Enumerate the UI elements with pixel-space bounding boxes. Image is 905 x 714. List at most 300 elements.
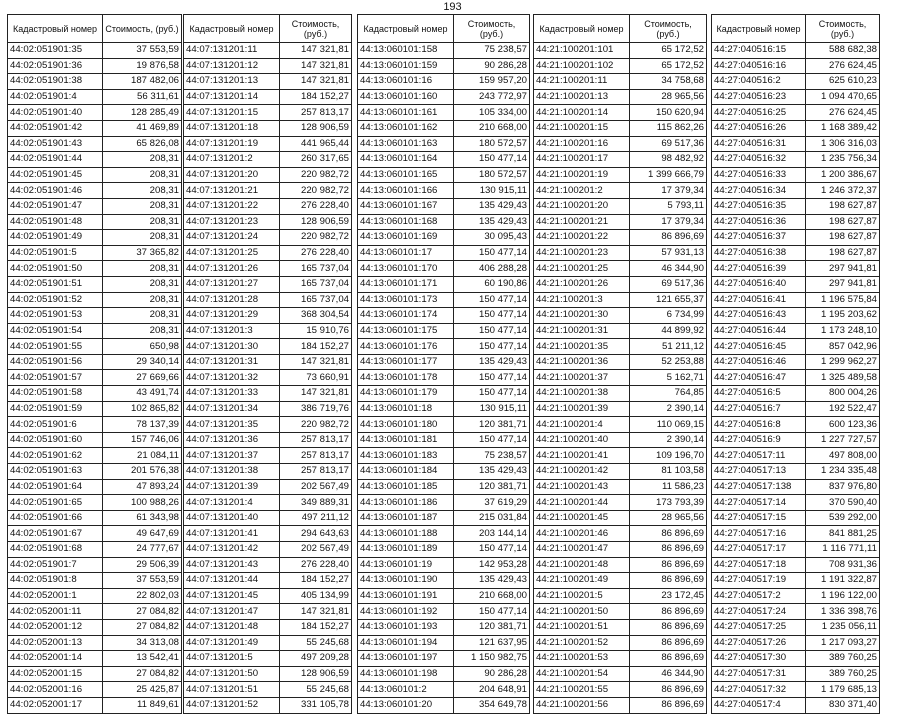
cost-cell: 2 390,14 <box>630 401 707 417</box>
cost-cell: 1 399 666,79 <box>630 167 707 183</box>
cost-cell: 198 627,87 <box>806 245 880 261</box>
cadastral-number-cell: 44:02:051901:66 <box>8 510 103 526</box>
cadastral-number-cell: 44:27:040516:33 <box>712 167 806 183</box>
cost-cell: 257 813,17 <box>280 432 352 448</box>
cost-cell: 210 668,00 <box>454 588 530 604</box>
cost-cell: 1 246 372,37 <box>806 183 880 199</box>
table-row <box>184 573 352 589</box>
cadastral-number-cell: 44:07:131201:42 <box>184 542 280 558</box>
cadastral-number-cell: 44:27:040517:31 <box>712 666 806 682</box>
table-row <box>184 245 352 261</box>
cadastral-table-2 <box>183 14 352 714</box>
cadastral-number-cell: 44:02:051901:35 <box>8 43 103 59</box>
table-row <box>712 167 880 183</box>
table-row <box>8 526 182 542</box>
cost-cell: 46 344,90 <box>630 666 707 682</box>
cadastral-number-cell: 44:13:060101:197 <box>358 651 454 667</box>
cadastral-number-cell: 44:21:100201:13 <box>534 89 630 105</box>
cadastral-number-cell: 44:27:040516:26 <box>712 120 806 136</box>
cost-cell: 187 482,06 <box>103 74 182 90</box>
table-row <box>534 542 707 558</box>
cadastral-number-cell: 44:21:100201:35 <box>534 339 630 355</box>
table-row <box>184 604 352 620</box>
cost-cell: 52 253,88 <box>630 354 707 370</box>
cost-cell: 65 826,08 <box>103 136 182 152</box>
table-row <box>534 432 707 448</box>
table-row <box>534 479 707 495</box>
cost-cell: 121 637,95 <box>454 635 530 651</box>
cadastral-number-cell: 44:27:040516:23 <box>712 89 806 105</box>
cadastral-number-cell: 44:21:100201:52 <box>534 635 630 651</box>
table-row <box>184 401 352 417</box>
cadastral-number-cell: 44:02:051901:56 <box>8 354 103 370</box>
cadastral-number-cell: 44:02:052001:15 <box>8 666 103 682</box>
cadastral-number-cell: 44:21:100201:40 <box>534 432 630 448</box>
cadastral-number-cell: 44:07:131201:52 <box>184 697 280 713</box>
cost-cell: 180 572,57 <box>454 167 530 183</box>
header-cost: Стоимость, (руб.) <box>454 15 530 43</box>
cadastral-number-cell: 44:02:051901:6 <box>8 417 103 433</box>
cost-cell: 135 429,43 <box>454 214 530 230</box>
cadastral-number-cell: 44:07:131201:25 <box>184 245 280 261</box>
cost-cell: 368 304,54 <box>280 308 352 324</box>
cadastral-number-cell: 44:07:131201:14 <box>184 89 280 105</box>
table-row <box>358 183 530 199</box>
cadastral-number-cell: 44:07:131201:48 <box>184 619 280 635</box>
table-row <box>184 167 352 183</box>
cadastral-number-cell: 44:27:040516:40 <box>712 276 806 292</box>
table-row <box>712 308 880 324</box>
table-row <box>8 697 182 713</box>
cadastral-number-cell: 44:21:100201:43 <box>534 479 630 495</box>
cadastral-number-cell: 44:21:100201:50 <box>534 604 630 620</box>
cost-cell: 147 321,81 <box>280 43 352 59</box>
cadastral-number-cell: 44:21:100201:25 <box>534 261 630 277</box>
cost-cell: 60 190,86 <box>454 276 530 292</box>
cadastral-number-cell: 44:07:131201:11 <box>184 43 280 59</box>
cadastral-number-cell: 44:27:040517:32 <box>712 682 806 698</box>
cost-cell: 34 758,68 <box>630 74 707 90</box>
cadastral-number-cell: 44:21:100201:17 <box>534 152 630 168</box>
cost-cell: 86 896,69 <box>630 604 707 620</box>
table-row <box>712 417 880 433</box>
cadastral-table-5 <box>711 14 880 714</box>
cadastral-number-cell: 44:21:100201:11 <box>534 74 630 90</box>
table-row <box>8 58 182 74</box>
table-row <box>534 666 707 682</box>
cost-cell: 1 235 756,34 <box>806 152 880 168</box>
table-row <box>534 120 707 136</box>
cost-cell: 43 491,74 <box>103 386 182 402</box>
cadastral-number-cell: 44:21:100201:102 <box>534 58 630 74</box>
cost-cell: 17 379,34 <box>630 214 707 230</box>
cost-cell: 441 965,44 <box>280 136 352 152</box>
table-row <box>712 245 880 261</box>
table-row <box>184 120 352 136</box>
cost-cell: 208,31 <box>103 214 182 230</box>
table-row <box>358 339 530 355</box>
cadastral-number-cell: 44:02:051901:64 <box>8 479 103 495</box>
cadastral-number-cell: 44:07:131201:33 <box>184 386 280 402</box>
cadastral-number-cell: 44:21:100201:53 <box>534 651 630 667</box>
cadastral-number-cell: 44:02:052001:16 <box>8 682 103 698</box>
cost-cell: 120 381,71 <box>454 417 530 433</box>
cost-cell: 135 429,43 <box>454 354 530 370</box>
cost-cell: 51 211,12 <box>630 339 707 355</box>
cost-cell: 202 567,49 <box>280 542 352 558</box>
cadastral-number-cell: 44:13:060101:198 <box>358 666 454 682</box>
cadastral-number-cell: 44:27:040516:31 <box>712 136 806 152</box>
header-cost: Стоимость, (руб.) <box>103 15 182 43</box>
table-row <box>358 89 530 105</box>
table-row <box>534 43 707 59</box>
cost-cell: 86 896,69 <box>630 230 707 246</box>
table-row <box>8 495 182 511</box>
cadastral-number-cell: 44:27:040517:15 <box>712 510 806 526</box>
cost-cell: 147 321,81 <box>280 386 352 402</box>
cadastral-number-cell: 44:07:131201:34 <box>184 401 280 417</box>
cost-cell: 49 647,69 <box>103 526 182 542</box>
cadastral-number-cell: 44:07:131201:32 <box>184 370 280 386</box>
cadastral-number-cell: 44:13:060101:165 <box>358 167 454 183</box>
table-row <box>358 292 530 308</box>
table-row <box>712 401 880 417</box>
cost-cell: 405 134,99 <box>280 588 352 604</box>
cost-cell: 600 123,36 <box>806 417 880 433</box>
cost-cell: 69 517,36 <box>630 276 707 292</box>
cost-cell: 208,31 <box>103 152 182 168</box>
cadastral-number-cell: 44:27:040516:43 <box>712 308 806 324</box>
header-cost: Стоимость, (руб.) <box>806 15 880 43</box>
cost-cell: 86 896,69 <box>630 557 707 573</box>
cadastral-number-cell: 44:27:040517:25 <box>712 619 806 635</box>
cadastral-number-cell: 44:13:060101:163 <box>358 136 454 152</box>
table-row <box>184 510 352 526</box>
cadastral-number-cell: 44:21:100201:31 <box>534 323 630 339</box>
cost-cell: 150 477,14 <box>454 432 530 448</box>
cadastral-number-cell: 44:27:040517:24 <box>712 604 806 620</box>
cadastral-number-cell: 44:21:100201:19 <box>534 167 630 183</box>
cost-cell: 370 590,40 <box>806 495 880 511</box>
cost-cell: 41 469,89 <box>103 120 182 136</box>
cadastral-number-cell: 44:21:100201:23 <box>534 245 630 261</box>
cadastral-number-cell: 44:13:060101:186 <box>358 495 454 511</box>
table-row <box>358 308 530 324</box>
table-row <box>184 495 352 511</box>
cadastral-number-cell: 44:02:052001:1 <box>8 588 103 604</box>
table-row <box>712 682 880 698</box>
table-row <box>534 370 707 386</box>
cadastral-number-cell: 44:13:060101:170 <box>358 261 454 277</box>
cost-cell: 81 103,58 <box>630 464 707 480</box>
cadastral-number-cell: 44:27:040516:34 <box>712 183 806 199</box>
cadastral-number-cell: 44:07:131201:30 <box>184 339 280 355</box>
cost-cell: 1 325 489,58 <box>806 370 880 386</box>
table-row <box>358 152 530 168</box>
table-row <box>358 401 530 417</box>
cadastral-number-cell: 44:27:040516:38 <box>712 245 806 261</box>
cadastral-number-cell: 44:02:052001:17 <box>8 697 103 713</box>
cost-cell: 389 760,25 <box>806 666 880 682</box>
table-row <box>8 198 182 214</box>
cost-cell: 1 299 962,27 <box>806 354 880 370</box>
cost-cell: 37 553,59 <box>103 43 182 59</box>
table-row <box>712 152 880 168</box>
cost-cell: 406 288,28 <box>454 261 530 277</box>
cost-cell: 1 094 470,65 <box>806 89 880 105</box>
cadastral-number-cell: 44:21:100201:38 <box>534 386 630 402</box>
cadastral-number-cell: 44:07:131201:29 <box>184 308 280 324</box>
cost-cell: 297 941,81 <box>806 261 880 277</box>
cost-cell: 150 477,14 <box>454 308 530 324</box>
cost-cell: 1 227 727,57 <box>806 432 880 448</box>
table-row <box>534 354 707 370</box>
table-row <box>8 479 182 495</box>
table-row <box>712 214 880 230</box>
cost-cell: 86 896,69 <box>630 542 707 558</box>
table-row <box>358 323 530 339</box>
cadastral-number-cell: 44:13:060101:158 <box>358 43 454 59</box>
table-row <box>358 542 530 558</box>
cost-cell: 130 915,11 <box>454 183 530 199</box>
table-row <box>8 432 182 448</box>
cost-cell: 830 371,40 <box>806 697 880 713</box>
cost-cell: 208,31 <box>103 167 182 183</box>
cadastral-number-cell: 44:21:100201:15 <box>534 120 630 136</box>
cost-cell: 800 004,26 <box>806 386 880 402</box>
cadastral-number-cell: 44:27:040517:17 <box>712 542 806 558</box>
cadastral-number-cell: 44:02:051901:46 <box>8 183 103 199</box>
table-row <box>8 43 182 59</box>
cost-cell: 86 896,69 <box>630 651 707 667</box>
cost-cell: 11 849,61 <box>103 697 182 713</box>
table-row <box>712 542 880 558</box>
cost-cell: 147 321,81 <box>280 354 352 370</box>
table-row <box>8 510 182 526</box>
cost-cell: 55 245,68 <box>280 682 352 698</box>
table-row <box>358 43 530 59</box>
cost-cell: 1 195 203,62 <box>806 308 880 324</box>
cadastral-number-cell: 44:13:060101:159 <box>358 58 454 74</box>
cost-cell: 37 365,82 <box>103 245 182 261</box>
cadastral-number-cell: 44:02:052001:11 <box>8 604 103 620</box>
cost-cell: 150 477,14 <box>454 323 530 339</box>
cost-cell: 841 881,25 <box>806 526 880 542</box>
table-row <box>712 74 880 90</box>
cadastral-number-cell: 44:27:040516:16 <box>712 58 806 74</box>
cost-cell: 650,98 <box>103 339 182 355</box>
cost-cell: 243 772,97 <box>454 89 530 105</box>
cadastral-number-cell: 44:21:100201:46 <box>534 526 630 542</box>
cadastral-number-cell: 44:13:060101:178 <box>358 370 454 386</box>
table-row <box>184 557 352 573</box>
cost-cell: 102 865,82 <box>103 401 182 417</box>
cost-cell: 109 196,70 <box>630 448 707 464</box>
cadastral-number-cell: 44:13:060101:190 <box>358 573 454 589</box>
cadastral-number-cell: 44:07:131201:26 <box>184 261 280 277</box>
cost-cell: 276 624,45 <box>806 58 880 74</box>
cost-cell: 260 317,65 <box>280 152 352 168</box>
cadastral-number-cell: 44:21:100201:37 <box>534 370 630 386</box>
cost-cell: 100 988,26 <box>103 495 182 511</box>
cadastral-number-cell: 44:02:051901:43 <box>8 136 103 152</box>
table-row <box>534 448 707 464</box>
table-row <box>184 136 352 152</box>
table-row <box>534 105 707 121</box>
table-row <box>534 152 707 168</box>
table-row <box>534 464 707 480</box>
table-row <box>184 183 352 199</box>
cadastral-number-cell: 44:13:060101:162 <box>358 120 454 136</box>
table-row <box>712 510 880 526</box>
cost-cell: 86 896,69 <box>630 619 707 635</box>
cost-cell: 2 390,14 <box>630 432 707 448</box>
cadastral-number-cell: 44:21:100201:4 <box>534 417 630 433</box>
table-row <box>184 58 352 74</box>
cost-cell: 276 228,40 <box>280 557 352 573</box>
cadastral-number-cell: 44:02:051901:52 <box>8 292 103 308</box>
table-row <box>184 635 352 651</box>
cadastral-number-cell: 44:02:051901:53 <box>8 308 103 324</box>
cost-cell: 21 084,11 <box>103 448 182 464</box>
table-row <box>358 386 530 402</box>
cost-cell: 208,31 <box>103 323 182 339</box>
cost-cell: 128 906,59 <box>280 120 352 136</box>
cost-cell: 201 576,38 <box>103 464 182 480</box>
table-row <box>358 276 530 292</box>
cadastral-number-cell: 44:02:051901:50 <box>8 261 103 277</box>
table-row <box>184 43 352 59</box>
cost-cell: 257 813,17 <box>280 448 352 464</box>
cost-cell: 294 643,63 <box>280 526 352 542</box>
cadastral-number-cell: 44:21:100201:48 <box>534 557 630 573</box>
cadastral-number-cell: 44:27:040516:37 <box>712 230 806 246</box>
cost-cell: 208,31 <box>103 276 182 292</box>
cadastral-number-cell: 44:27:040517:2 <box>712 588 806 604</box>
table-row <box>358 261 530 277</box>
cadastral-number-cell: 44:13:060101:169 <box>358 230 454 246</box>
table-row <box>534 682 707 698</box>
cost-cell: 110 069,15 <box>630 417 707 433</box>
table-row <box>534 651 707 667</box>
table-row <box>8 682 182 698</box>
cost-cell: 120 381,71 <box>454 619 530 635</box>
table-row <box>534 261 707 277</box>
table-row <box>8 105 182 121</box>
cost-cell: 184 152,27 <box>280 89 352 105</box>
cadastral-number-cell: 44:13:060101:164 <box>358 152 454 168</box>
table-row <box>358 666 530 682</box>
cost-cell: 497 808,00 <box>806 448 880 464</box>
cost-cell: 86 896,69 <box>630 526 707 542</box>
table-row <box>712 526 880 542</box>
table-row <box>358 479 530 495</box>
cadastral-number-cell: 44:13:060101:189 <box>358 542 454 558</box>
cost-cell: 27 084,82 <box>103 604 182 620</box>
table-row <box>184 323 352 339</box>
table-row <box>8 323 182 339</box>
table-row <box>184 666 352 682</box>
cadastral-number-cell: 44:21:100201:51 <box>534 619 630 635</box>
table-row <box>8 604 182 620</box>
table-row <box>534 89 707 105</box>
table-row <box>184 214 352 230</box>
cadastral-number-cell: 44:02:051901:49 <box>8 230 103 246</box>
table-row <box>184 105 352 121</box>
table-row <box>534 292 707 308</box>
table-row <box>184 651 352 667</box>
table-row <box>534 417 707 433</box>
cadastral-number-cell: 44:27:040517:19 <box>712 573 806 589</box>
table-row <box>712 230 880 246</box>
table-row <box>712 339 880 355</box>
cadastral-number-cell: 44:07:131201:51 <box>184 682 280 698</box>
table-row <box>184 479 352 495</box>
cadastral-number-cell: 44:07:131201:49 <box>184 635 280 651</box>
cadastral-number-cell: 44:27:040516:41 <box>712 292 806 308</box>
cadastral-number-cell: 44:13:060101:168 <box>358 214 454 230</box>
cost-cell: 1 173 248,10 <box>806 323 880 339</box>
cadastral-number-cell: 44:21:100201:30 <box>534 308 630 324</box>
cost-cell: 198 627,87 <box>806 230 880 246</box>
cadastral-number-cell: 44:27:040516:45 <box>712 339 806 355</box>
cost-cell: 389 760,25 <box>806 651 880 667</box>
cost-cell: 86 896,69 <box>630 682 707 698</box>
table-row <box>534 386 707 402</box>
cost-cell: 1 168 389,42 <box>806 120 880 136</box>
cost-cell: 150 477,14 <box>454 152 530 168</box>
table-row <box>358 120 530 136</box>
page-number: 193 <box>443 1 462 13</box>
cadastral-number-cell: 44:07:131201:12 <box>184 58 280 74</box>
table-row <box>8 666 182 682</box>
cadastral-number-cell: 44:02:051901:48 <box>8 214 103 230</box>
cost-cell: 539 292,00 <box>806 510 880 526</box>
table-row <box>184 370 352 386</box>
table-row <box>8 619 182 635</box>
cost-cell: 11 586,23 <box>630 479 707 495</box>
cadastral-number-cell: 44:21:100201:5 <box>534 588 630 604</box>
cost-cell: 1 191 322,87 <box>806 573 880 589</box>
table-row <box>8 183 182 199</box>
cadastral-number-cell: 44:02:051901:51 <box>8 276 103 292</box>
cadastral-number-cell: 44:27:040517:14 <box>712 495 806 511</box>
cost-cell: 135 429,43 <box>454 573 530 589</box>
table-row <box>712 183 880 199</box>
cost-cell: 220 982,72 <box>280 167 352 183</box>
cost-cell: 220 982,72 <box>280 417 352 433</box>
table-row <box>8 89 182 105</box>
table-row <box>184 339 352 355</box>
cost-cell: 75 238,57 <box>454 43 530 59</box>
table-row <box>184 308 352 324</box>
cadastral-number-cell: 44:13:060101:2 <box>358 682 454 698</box>
cadastral-number-cell: 44:27:040516:46 <box>712 354 806 370</box>
cost-cell: 625 610,23 <box>806 74 880 90</box>
cadastral-number-cell: 44:13:060101:193 <box>358 619 454 635</box>
cadastral-number-cell: 44:07:131201:21 <box>184 183 280 199</box>
table-row <box>358 245 530 261</box>
table-row <box>8 588 182 604</box>
cost-cell: 1 196 122,00 <box>806 588 880 604</box>
table-row <box>712 495 880 511</box>
cost-cell: 135 429,43 <box>454 464 530 480</box>
cost-cell: 150 477,14 <box>454 339 530 355</box>
cost-cell: 708 931,36 <box>806 557 880 573</box>
cost-cell: 19 876,58 <box>103 58 182 74</box>
cost-cell: 157 746,06 <box>103 432 182 448</box>
cadastral-number-cell: 44:02:051901:44 <box>8 152 103 168</box>
